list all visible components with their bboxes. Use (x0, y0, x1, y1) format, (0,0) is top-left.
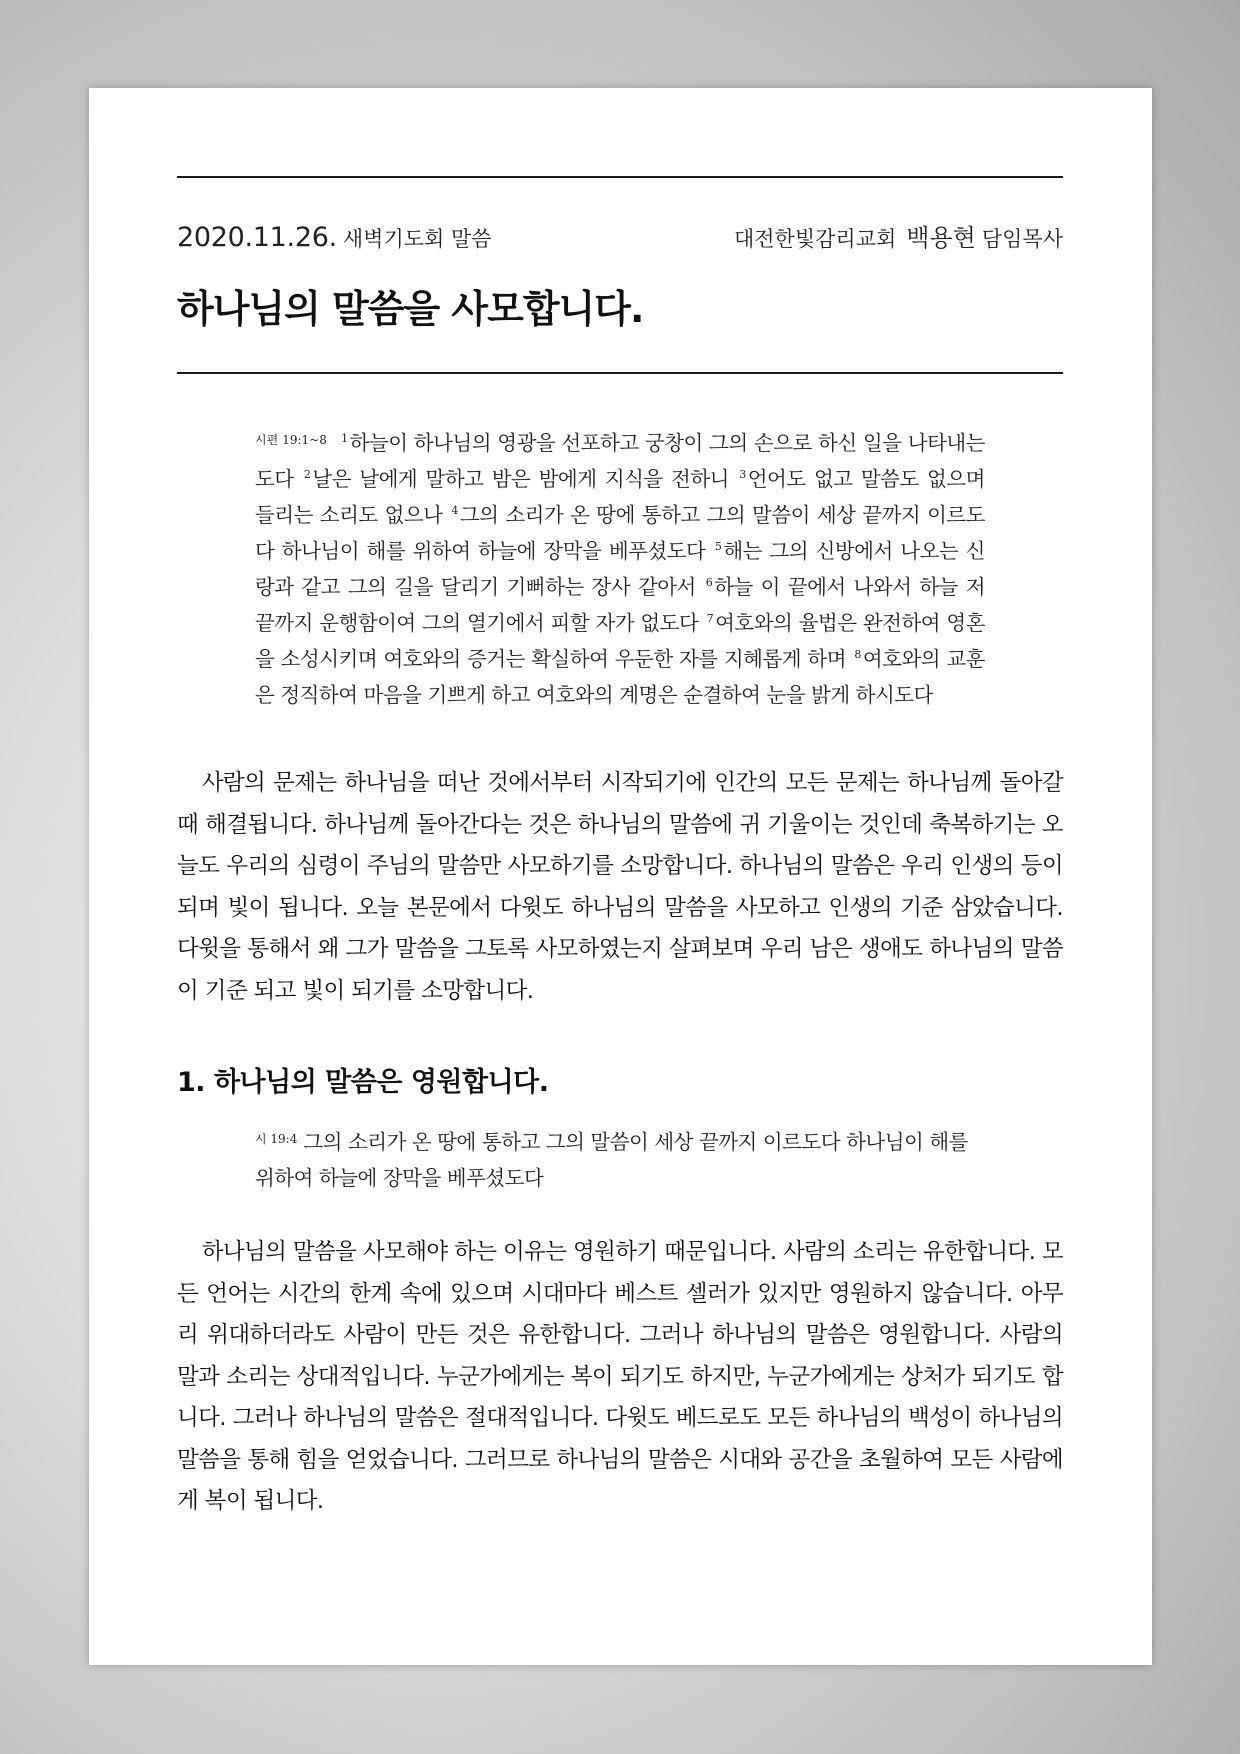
verse-text: 하늘 이 끝에서 나와서 하늘 저 끝까지 운행함이여 그의 열기에서 피할 자가 없도다 (255, 575, 985, 635)
church-name: 대전한빛감리교회 (733, 227, 897, 251)
verse-number: 6 (705, 576, 713, 589)
verse-text: 언어도 없고 말씀도 없으며 들리는 소리도 없으나 (255, 467, 985, 527)
document-page (89, 88, 1152, 1665)
verse-text: 여호와의 교훈은 정직하여 마음을 기쁘게 하고 여호와의 계명은 순결하여 눈을 밝게 하시도다 (255, 647, 985, 707)
verse-number: 8 (854, 648, 861, 661)
verse-number: 5 (714, 540, 722, 553)
main-scripture-passage (255, 422, 985, 713)
pastor-title: 담임목사 (981, 227, 1063, 251)
sermon-author (734, 218, 1063, 253)
intro-paragraph: 사람의 문제는 하나님을 떠난 것에서부터 시작되기에 인간의 모든 문제는 하나님께 돌아갈 때 해결됩니다. 하나님께 돌아간다는 것은 하나님의 말씀에 귀 기울이는 것인데 축복하기는 오늘도 우리의 심령이 주님의 말씀만 사모하기를 소망합니다. 하나님의 말씀은 우리 인생의 등이 되며 빛이 됩니다. 오늘 본문에서 다윗도 하나님의 말씀을 사모하고 인생의 기준 삼았습니다. 다윗을 통해서 왜 그가 말씀을 그토록 사모하였는지 살펴보며 우리 남은 생애도 하나님의 말씀이 기준 되고 빛이 되기를 소망합니다. (177, 770, 1063, 1004)
verse-number: 3 (739, 468, 746, 481)
scripture-reference: 시편 19:1~8 (255, 433, 327, 447)
section-scripture-reference: 시 19:4 (255, 1132, 298, 1147)
page-content (177, 176, 1063, 1545)
top-divider (177, 176, 1063, 178)
verse-number: 1 (341, 432, 348, 445)
pastor-name: 백용현 (906, 224, 976, 252)
service-name: 새벽기도회 말씀 (342, 227, 492, 251)
sermon-date-service (177, 222, 492, 253)
verse-text: 그의 소리가 온 땅에 통하고 그의 말씀이 세상 끝까지 이르도다 하나님이 해를 위하여 하늘에 장막을 베푸셨도다 (255, 503, 985, 563)
sermon-meta (177, 218, 1063, 253)
section-paragraph: 하나님의 말씀을 사모해야 하는 이유는 영원하기 때문입니다. 사람의 소리는 유한합니다. 모든 언어는 시간의 한계 속에 있으며 시대마다 베스트 셀러가 있지만 영원하지 않습니다. 아무리 위대하더라도 사람이 만든 것은 유한합니다. 그러나 하나님의 말씀은 영원합니다. 사람의 말과 소리는 상대적입니다. 누군가에게는 복이 되기도 하지만, 누군가에게는 상처가 되기도 합니다. 그러나 하나님의 말씀은 절대적입니다. 다윗도 베드로도 모든 하나님의 백성이 하나님의 말씀을 통해 힘을 얻었습니다. 그러므로 하나님의 말씀은 시대와 공간을 초월하여 모든 사람에게 복이 됩니다. (177, 1239, 1063, 1515)
title-divider (177, 372, 1063, 374)
verse-text: 날은 날에게 말하고 밤은 밤에게 지식을 전하니 (312, 467, 729, 491)
sermon-date: 2020.11.26. (177, 222, 337, 253)
section-heading: 1. 하나님의 말씀은 영원합니다. (177, 1067, 549, 1098)
verse-number: 7 (706, 612, 714, 625)
verse-number: 2 (303, 468, 311, 481)
verse-text: 여호와의 율법은 완전하여 영혼을 소성시키며 여호와의 증거는 확실하여 우둔한 자를 지혜롭게 하며 (255, 611, 985, 671)
section-scripture (255, 1121, 985, 1196)
verse-number: 4 (451, 504, 458, 517)
verse-text: 해는 그의 신방에서 나오는 신랑과 같고 그의 길을 달리기 기뻐하는 장사 같아서 (255, 539, 985, 599)
section-scripture-text: 그의 소리가 온 땅에 통하고 그의 말씀이 세상 끝까지 이르도다 하나님이 해를 위하여 하늘에 장막을 베푸셨도다 (255, 1130, 968, 1191)
verse-text: 하늘이 하나님의 영광을 선포하고 궁창이 그의 손으로 하신 일을 나타내는도다 (255, 431, 985, 491)
page-title: 하나님의 말씀을 사모합니다. (177, 287, 644, 331)
